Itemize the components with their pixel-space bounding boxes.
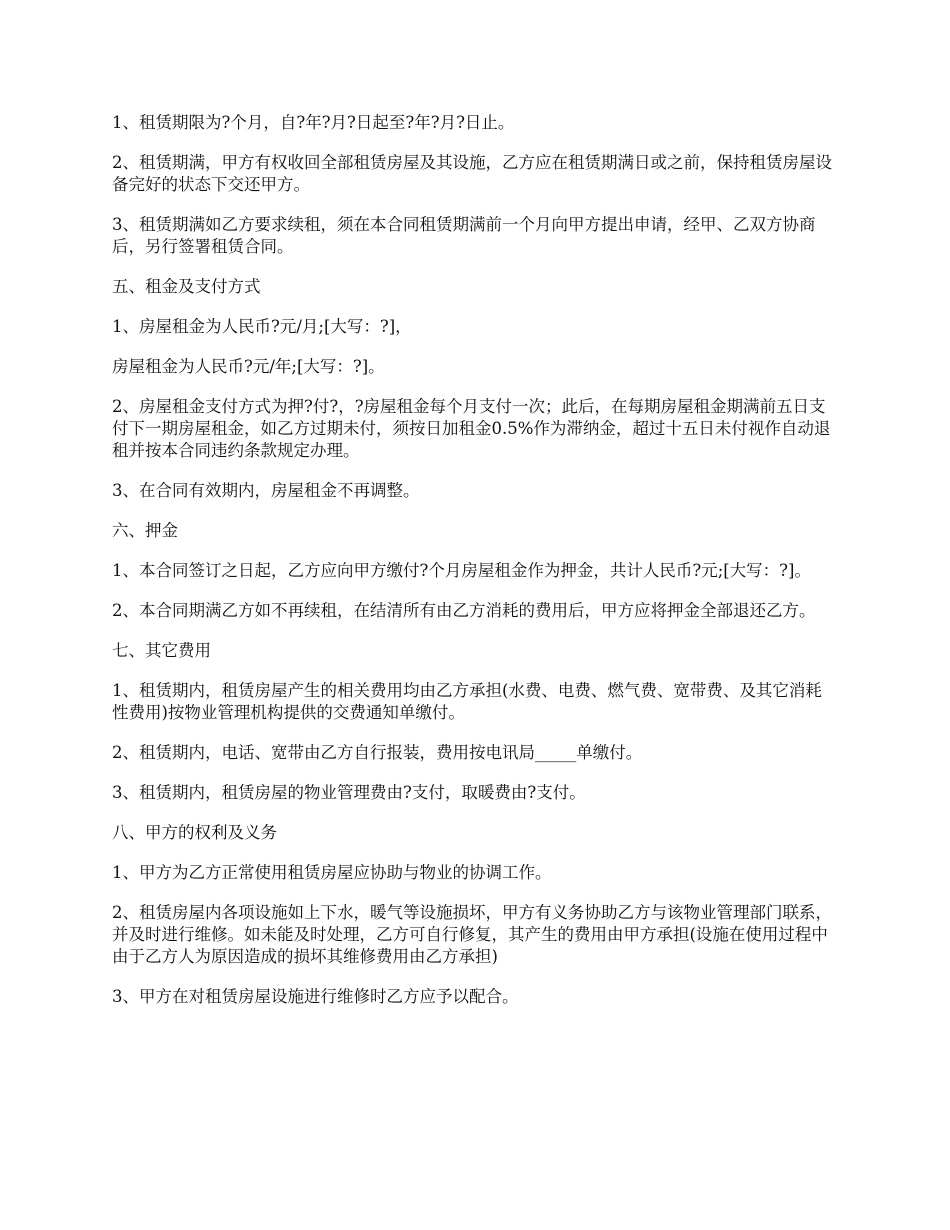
clause-landlord-cooperation: 3、甲方在对租赁房屋设施进行维修时乙方应予以配合。	[112, 987, 519, 1006]
section-heading-rent: 五、租金及支付方式	[112, 277, 261, 296]
clause-term-renewal: 3、租赁期满如乙方要求续租，须在本合同租赁期满前一个月向甲方提出申请，经甲、乙双方协商后，另行签署租赁合同。	[112, 215, 816, 256]
clause-term-period: 1、租赁期限为?个月，自?年?月?日起至?年?月?日止。	[112, 113, 515, 132]
clause-landlord-coordination: 1、甲方为乙方正常使用租赁房屋应协助与物业的协调工作。	[112, 863, 552, 882]
clause-rent-payment: 2、房屋租金支付方式为押?付?，?房屋租金每个月支付一次；此后，在每期房屋租金期满前五日支付下一期房屋租金，如乙方过期未付，须按日加租金0.5%作为滞纳金，超过十五日未付视作自动退租并按本合同违约条款规定办理。	[112, 397, 831, 460]
section-heading-deposit: 六、押金	[112, 521, 178, 540]
clause-landlord-repairs: 2、租赁房屋内各项设施如上下水，暖气等设施损坏，甲方有义务协助乙方与该物业管理部门联系，并及时进行维修。如未能及时处理，乙方可自行修复，其产生的费用由甲方承担(设施在使用过程中由于乙方人为原因造成的损坏其维修费用由乙方承担)	[112, 903, 832, 966]
section-heading-landlord-duties: 八、甲方的权利及义务	[112, 823, 277, 842]
clause-deposit-amount: 1、本合同签订之日起，乙方应向甲方缴付?个月房屋租金作为押金，共计人民币?元;[大写：?]。	[112, 561, 811, 580]
clause-fees-telecom: 2、租赁期内，电话、宽带由乙方自行报装，费用按电讯局_____单缴付。	[112, 743, 643, 762]
clause-rent-yearly: 房屋租金为人民币?元/年;[大写：?]。	[112, 357, 385, 376]
document-body	[112, 112, 832, 1026]
clause-term-expiry: 2、租赁期满，甲方有权收回全部租赁房屋及其设施，乙方应在租赁期满日或之前，保持租赁房屋设备完好的状态下交还甲方。	[112, 153, 832, 194]
clause-fees-property: 3、租赁期内，租赁房屋的物业管理费由?支付，取暖费由?支付。	[112, 783, 586, 802]
clause-fees-utilities: 1、租赁期内，租赁房屋产生的相关费用均由乙方承担(水费、电费、燃气费、宽带费、及其它消耗性费用)按物业管理机构提供的交费通知单缴付。	[112, 681, 822, 722]
clause-rent-fixed: 3、在合同有效期内，房屋租金不再调整。	[112, 481, 420, 500]
clause-deposit-refund: 2、本合同期满乙方如不再续租，在结清所有由乙方消耗的费用后，甲方应将押金全部退还乙方。	[112, 601, 816, 620]
clause-rent-monthly: 1、房屋租金为人民币?元/月;[大写：?]，	[112, 317, 412, 336]
section-heading-other-fees: 七、其它费用	[112, 641, 211, 660]
